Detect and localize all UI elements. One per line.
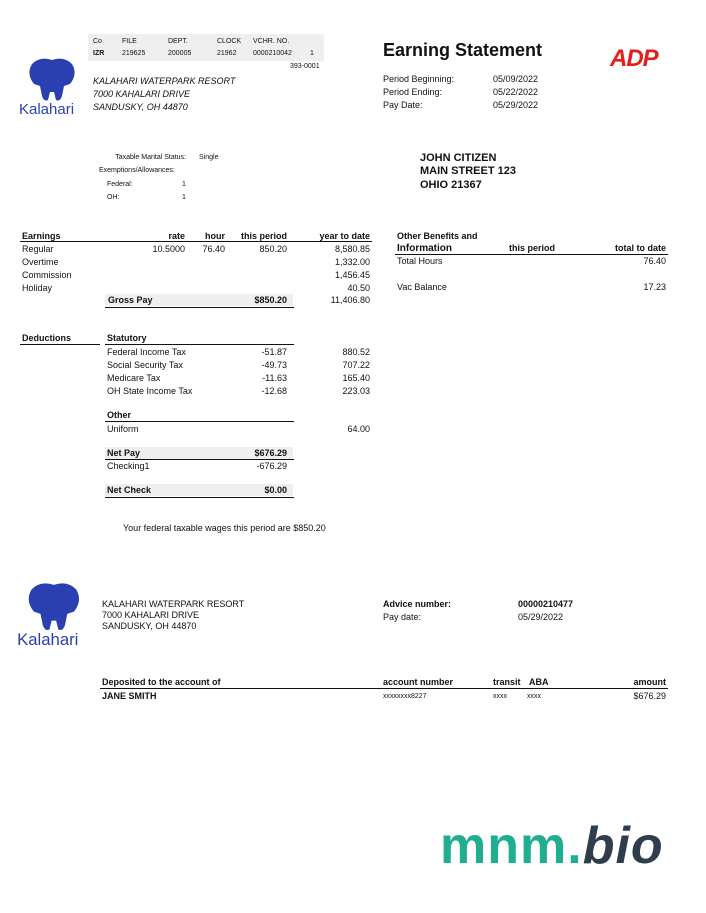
deduction-name: Medicare Tax (107, 373, 161, 383)
benefits-heading: Other Benefits and (397, 231, 478, 241)
earning-period: 850.20 (259, 244, 287, 254)
amount-label: amount (633, 677, 666, 687)
advice-value: 00000210477 (518, 599, 574, 609)
federal-label: Federal: (107, 181, 133, 188)
page-title: Earning Statement (383, 40, 543, 60)
earning-name: Overtime (22, 257, 59, 267)
company-city: SANDUSKY, OH 44870 (93, 102, 188, 112)
period-end-value: 05/22/2022 (493, 87, 539, 97)
payee-name: JANE SMITH (102, 691, 157, 701)
kalahari-logo-stub (16, 580, 94, 650)
earning-name: Regular (22, 244, 54, 254)
earning-ytd: 8,580.85 (334, 244, 370, 254)
deduction-ytd: 707.22 (342, 360, 370, 370)
gross-pay-period: $850.20 (254, 295, 287, 305)
deduction-period: -11.63 (262, 373, 287, 383)
earnings-heading: Earnings (22, 231, 61, 241)
deposit-label: Deposited to the account of (102, 677, 221, 687)
net-pay-value: $676.29 (254, 448, 287, 458)
col-file: FILE (122, 38, 137, 45)
earning-ytd: 1,456.45 (334, 270, 370, 280)
ref-number: 393-0001 (290, 63, 320, 70)
earning-hour: 76.40 (202, 244, 225, 254)
col-co: Co (93, 38, 102, 45)
statutory-heading: Statutory (107, 333, 147, 343)
employee-name: JOHN CITIZEN (420, 152, 497, 164)
col-dept: DEPT. (168, 38, 188, 45)
earning-ytd: 40.50 (347, 283, 370, 293)
col-ytd: year to date (319, 231, 370, 241)
val-dept: 200005 (168, 50, 192, 57)
transit-value: xxxx (493, 693, 507, 700)
deduction-period: -51.87 (261, 347, 287, 357)
benefit-total: 17.23 (643, 282, 666, 292)
col-this-period: this period (240, 231, 287, 241)
checking-amount: -676.29 (256, 461, 287, 471)
aba-label: ABA (529, 677, 549, 687)
period-begin-label: Period Beginning: (383, 74, 455, 84)
stub-company-name: KALAHARI WATERPARK RESORT (102, 599, 245, 609)
watermark-part1: mnm. (440, 817, 583, 875)
earning-name: Commission (22, 270, 72, 280)
adp-logo: ADP (610, 45, 658, 72)
benefits-col-period: this period (509, 243, 556, 253)
account-number: xxxxxxxx8227 (383, 693, 427, 700)
deduction-name: OH State Income Tax (107, 386, 193, 396)
stub-paydate-value: 05/29/2022 (518, 612, 564, 622)
marital-label: Taxable Marital Status: (115, 154, 186, 161)
taxable-wages-note: Your federal taxable wages this period are $850.20 (123, 523, 326, 533)
employee-street: MAIN STREET 123 (420, 165, 516, 177)
net-check-value: $0.00 (264, 485, 287, 495)
benefit-total: 76.40 (643, 256, 666, 266)
account-number-label: account number (383, 677, 454, 687)
transit-label: transit (493, 677, 521, 687)
stub-paydate-label: Pay date: (383, 612, 422, 622)
deduction-ytd: 223.03 (342, 386, 370, 396)
deduction-period: -49.73 (261, 360, 287, 370)
deduction-name: Social Security Tax (107, 360, 183, 370)
period-begin-value: 05/09/2022 (493, 74, 539, 84)
federal-value: 1 (182, 181, 186, 188)
gross-pay-label: Gross Pay (108, 295, 153, 305)
col-clock: CLOCK (217, 38, 242, 45)
earning-name: Holiday (22, 283, 53, 293)
val-file: 219625 (122, 50, 146, 57)
val-co: IZR (93, 50, 105, 57)
stub-company-city: SANDUSKY, OH 44870 (102, 621, 197, 631)
benefit-name: Total Hours (397, 256, 443, 266)
pay-date-value: 05/29/2022 (493, 100, 539, 110)
earning-rate: 10.5000 (152, 244, 185, 254)
net-pay-label: Net Pay (107, 448, 141, 458)
col-vchr: VCHR. NO. (253, 38, 290, 45)
net-check-label: Net Check (107, 485, 152, 495)
marital-value: Single (199, 154, 219, 161)
advice-label: Advice number: (383, 599, 452, 609)
employee-city: OHIO 21367 (420, 179, 482, 191)
svg-text:Kalahari: Kalahari (17, 630, 79, 650)
earning-ytd: 1,332.00 (334, 257, 370, 267)
val-clock: 21962 (217, 50, 237, 57)
oh-label: OH: (107, 194, 120, 201)
deductions-heading: Deductions (22, 333, 72, 343)
watermark (440, 818, 664, 874)
deduction-period: -12.68 (261, 386, 287, 396)
deduction-ytd: 880.52 (342, 347, 370, 357)
val-page: 1 (310, 50, 314, 57)
benefits-heading-2: Information (397, 243, 452, 254)
aba-value: xxxx (527, 693, 541, 700)
stub-company-street: 7000 KAHALARI DRIVE (102, 610, 200, 620)
exemptions-label: Exemptions/Allowances: (99, 167, 175, 174)
gross-pay-ytd: 11,406.80 (330, 295, 370, 305)
kalahari-logo (18, 56, 88, 118)
uniform-ytd: 64.00 (347, 424, 370, 434)
checking-label: Checking1 (107, 461, 150, 471)
period-end-label: Period Ending: (383, 87, 443, 97)
pay-date-label: Pay Date: (383, 100, 423, 110)
watermark-part2: bio (582, 817, 664, 875)
oh-value: 1 (182, 194, 186, 201)
other-heading: Other (107, 410, 132, 420)
benefits-col-total: total to date (615, 243, 666, 253)
company-street: 7000 KAHALARI DRIVE (93, 89, 191, 99)
deduction-ytd: 165.40 (342, 373, 370, 383)
deposit-amount: $676.29 (633, 691, 666, 701)
val-vchr: 0000210042 (253, 50, 292, 57)
benefit-name: Vac Balance (397, 282, 447, 292)
col-hour: hour (205, 231, 225, 241)
col-rate: rate (168, 231, 185, 241)
company-name: KALAHARI WATERPARK RESORT (93, 76, 236, 86)
svg-text:Kalahari: Kalahari (19, 101, 75, 118)
deduction-name: Federal Income Tax (107, 347, 186, 357)
uniform-label: Uniform (107, 424, 139, 434)
